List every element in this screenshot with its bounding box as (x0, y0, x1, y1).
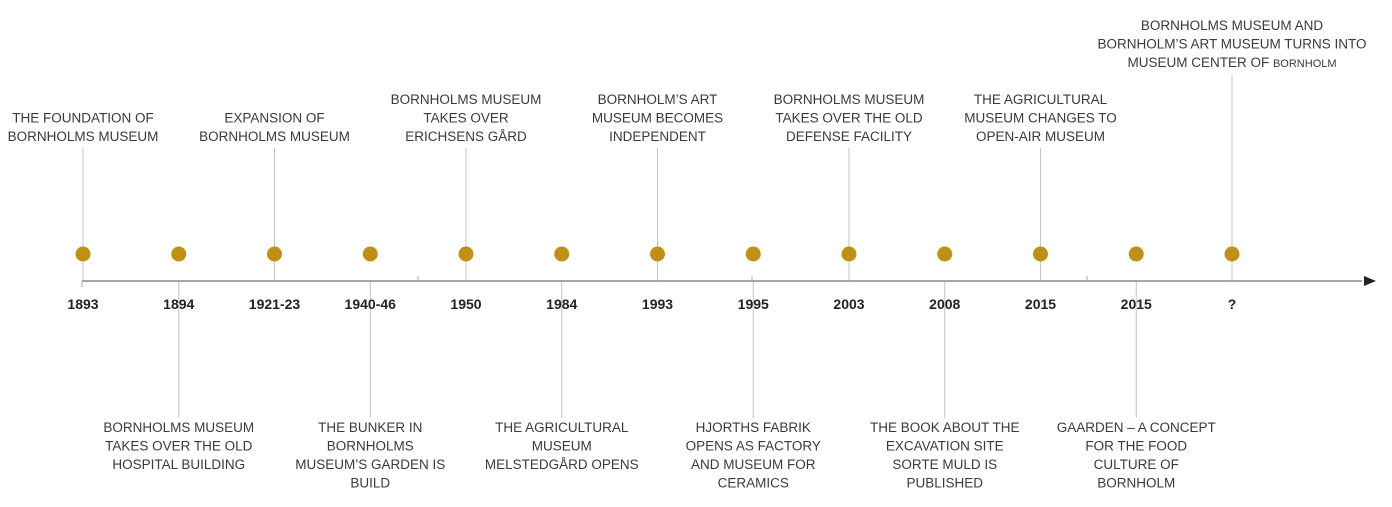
event-dot (554, 247, 569, 262)
event-description (592, 92, 723, 144)
axis-arrow-icon (1364, 276, 1376, 286)
connector-lines (83, 74, 1232, 418)
event-description-line: GAARDEN – A CONCEPT (1056, 420, 1216, 435)
year-label: 1984 (546, 296, 578, 312)
event-dot (1129, 247, 1144, 262)
year-labels (67, 296, 1236, 312)
event-description-line: FOR THE FOOD (1085, 438, 1188, 454)
event-description-line: BORNHOLMS MUSEUM (103, 420, 255, 435)
event-description (1097, 18, 1366, 70)
event-dot (1033, 247, 1048, 262)
event-description-line: TAKES OVER THE OLD (775, 110, 923, 126)
event-description-line: AND MUSEUM FOR (691, 457, 816, 472)
year-label: 1995 (737, 296, 769, 312)
year-label: 1950 (450, 296, 482, 312)
event-description-line: BORNHOLMS MUSEUM AND (1140, 18, 1324, 33)
year-label: 2015 (1024, 296, 1057, 312)
event-dot (76, 247, 91, 262)
event-description-line: THE FOUNDATION OF (12, 110, 154, 126)
event-description-line: MUSEUM (531, 438, 592, 454)
year-label: 2003 (833, 296, 865, 312)
event-description-line: HJORTHS FABRIK (695, 420, 811, 435)
event-description-line (1127, 55, 1336, 70)
event-description-line: CULTURE OF (1093, 457, 1179, 472)
event-description (1057, 420, 1216, 491)
event-description (686, 420, 821, 491)
event-description-line: BORNHOLM (1097, 475, 1176, 491)
event-description (774, 92, 925, 144)
year-label: 1940-46 (344, 296, 396, 312)
event-description-line: BORNHOLM’S ART (597, 92, 718, 107)
event-description (103, 420, 254, 472)
event-description-line: THE BUNKER IN (318, 420, 423, 435)
year-label: 1893 (67, 296, 99, 312)
year-label: 1993 (641, 296, 674, 312)
event-dot (842, 247, 857, 262)
event-dot (746, 247, 761, 262)
event-dot (459, 247, 474, 262)
event-description-text: BORNHOLM (1272, 58, 1337, 70)
event-markers (76, 247, 1240, 262)
year-label: 1894 (163, 296, 195, 312)
event-description-line: THE AGRICULTURAL (495, 420, 629, 435)
event-description-line: TAKES OVER (423, 110, 509, 126)
event-description (295, 420, 445, 491)
event-description (870, 420, 1020, 491)
event-dot (363, 247, 378, 262)
event-dot (171, 247, 186, 262)
event-description-line: EXCAVATION SITE (885, 438, 1004, 454)
event-description-line: HOSPITAL BUILDING (112, 457, 246, 472)
event-description (485, 420, 639, 472)
event-description-text: MUSEUM CENTER OF (1127, 55, 1273, 70)
event-description (964, 92, 1117, 144)
event-description-line: MELSTEDGÅRD OPENS (484, 457, 639, 472)
event-description-line: OPENS AS FACTORY (685, 438, 821, 454)
event-description-line: OPEN-AIR MUSEUM (975, 129, 1106, 144)
event-description-line: THE BOOK ABOUT THE (869, 420, 1020, 435)
event-dot (937, 247, 952, 262)
year-label: 2015 (1120, 296, 1152, 312)
event-description-line: MUSEUM BECOMES (591, 110, 724, 126)
year-label: 1921-23 (248, 296, 301, 312)
event-description-line: BORNHOLM’S ART MUSEUM TURNS INTO (1097, 36, 1367, 52)
year-label: 2008 (929, 296, 961, 312)
event-description-line: MUSEUM’S GARDEN IS (295, 457, 446, 472)
event-description-line: ERICHSENS GÅRD (405, 129, 527, 144)
event-description-line: INDEPENDENT (609, 129, 706, 144)
event-description-line: DEFENSE FACILITY (785, 129, 913, 144)
event-descriptions (8, 18, 1367, 491)
year-label: ? (1227, 296, 1237, 312)
event-description (199, 111, 350, 145)
event-dot (1225, 247, 1240, 262)
event-description-line: BORNHOLMS MUSEUM (390, 92, 542, 107)
event-description-line: PUBLISHED (906, 475, 984, 491)
event-description-line: BORNHOLMS MUSEUM (199, 129, 350, 144)
event-description-line: MUSEUM CHANGES TO (964, 110, 1117, 126)
event-description-line: SORTE MULD IS (892, 457, 998, 472)
event-description-line: BORNHOLMS (326, 438, 414, 454)
event-dot (650, 247, 665, 262)
event-description-line: CERAMICS (717, 475, 789, 491)
event-description-line: BORNHOLMS MUSEUM (7, 129, 159, 144)
event-description-line: EXPANSION OF (224, 110, 325, 126)
event-description-line: TAKES OVER THE OLD (105, 438, 253, 454)
event-description-line: BORNHOLMS MUSEUM (773, 92, 925, 107)
event-description-line: BUILD (350, 475, 391, 491)
event-description (391, 92, 542, 144)
event-dot (267, 247, 282, 262)
event-description (8, 111, 159, 145)
event-description-line: THE AGRICULTURAL (973, 92, 1108, 107)
